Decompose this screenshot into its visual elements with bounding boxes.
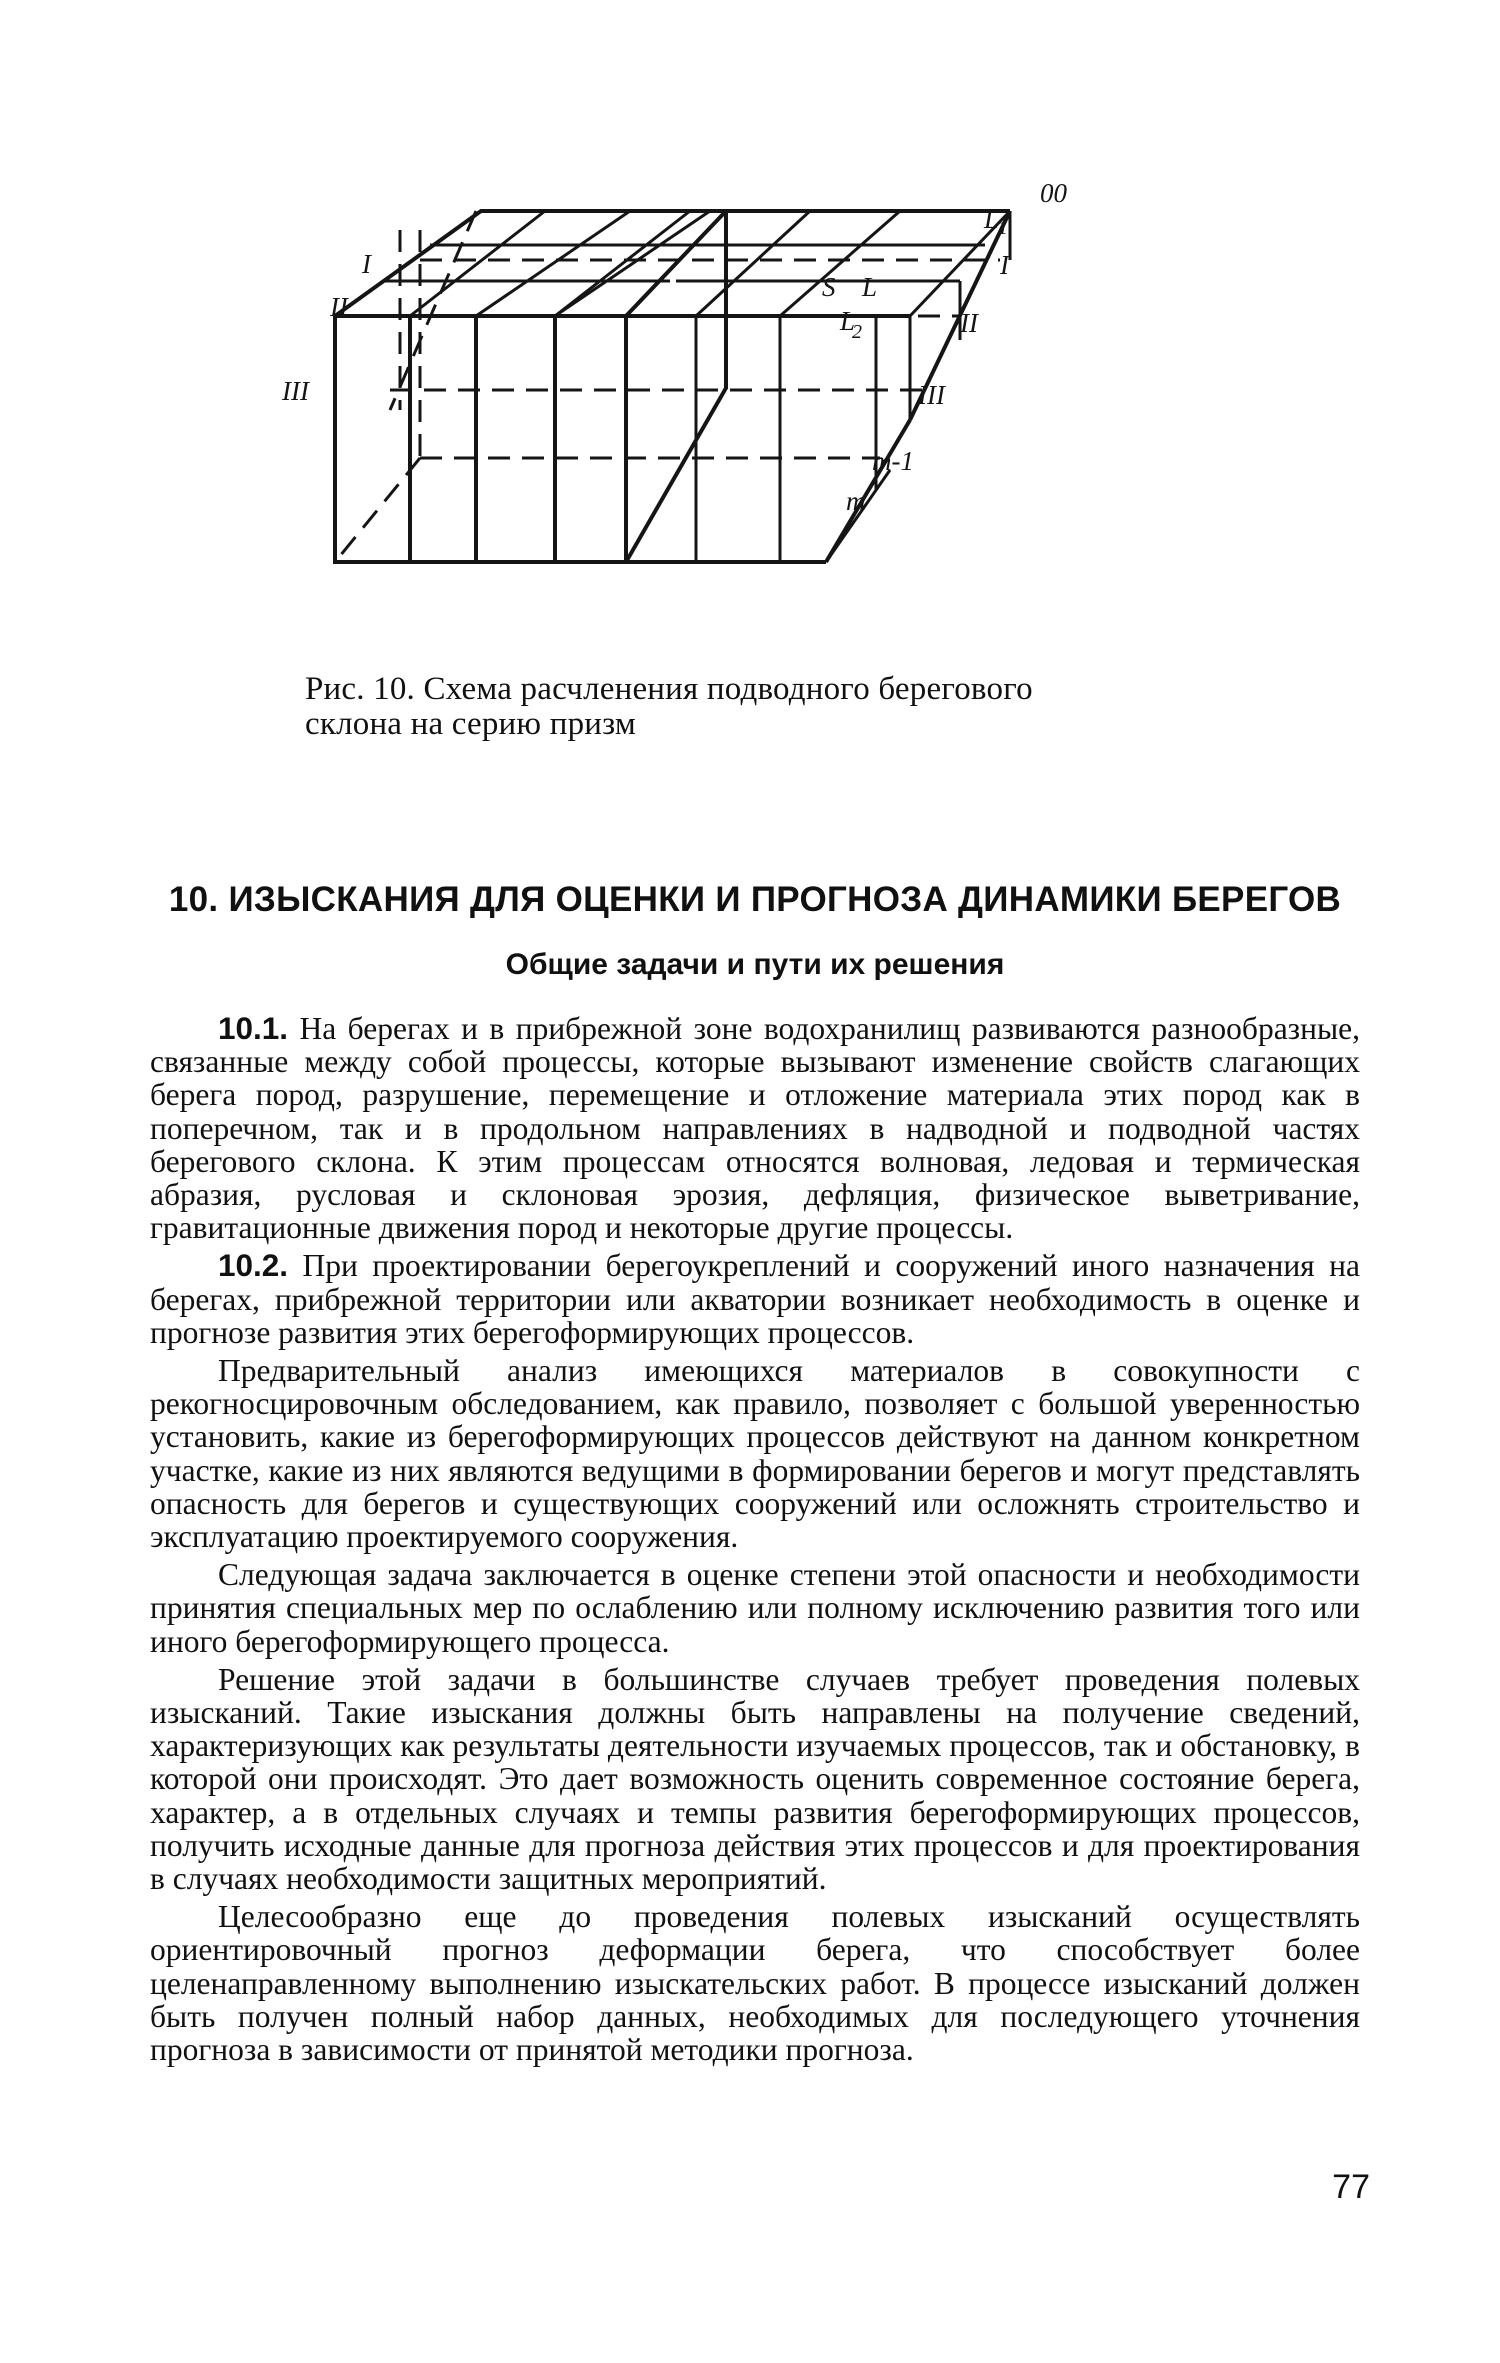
hidden-diagonal	[390, 211, 476, 410]
paragraph	[150, 1354, 1360, 1553]
front-face	[335, 316, 626, 562]
label-oo: 00	[1040, 178, 1067, 208]
subsection-title: Общие задачи и пути их решения	[505, 948, 1005, 981]
prism-scheme-figure	[282, 110, 1200, 630]
paragraph-number: 10.2.	[218, 1247, 289, 1284]
paragraph-text: Следующая задача заключается в оценке степени этой опасности и необходимости принятия специальных мер по ослаблению или полному исключению развития того или иного берегоформирующего процесса.	[150, 1557, 1360, 1659]
label-l1: L	[984, 204, 1000, 234]
section-title: 10. ИЗЫСКАНИЯ ДЛЯ ОЦЕНКИ И ПРОГНОЗА ДИНАМИКИ БЕРЕГОВ	[168, 880, 1342, 919]
label-s: S	[822, 272, 836, 302]
prism-scheme-drawing	[282, 110, 1200, 630]
paragraph-text: Решение этой задачи в большинстве случаев требует проведения полевых изысканий. Такие изыскания должны быть направлены на получение сведений, характеризующих как результаты деятельности изучаемых процессов, так и обстановку, в которой они происходят. Это дает возможность оценить современное состояние берега, характер, а в отдельных случаях и темпы развития берегоформирующих процессов, получить исходные данные для прогноза действия этих процессов и для проектирования в случаях необходимости защитных мероприятий.	[150, 1661, 1360, 1897]
label-ii-right: II	[960, 308, 978, 338]
paragraph-text: Предварительный анализ имеющихся материалов в совокупности с рекогносцировочным обследованием, как правило, позволяет с большой уверенностью установить, какие из берегоформирующих процессов действуют на данном конкретном участке, какие из них являются ведущими в формировании берегов и могут представлять опасность для берегов и существующих сооружений или осложнять строительство и эксплуатацию проектируемого сооружения.	[150, 1353, 1360, 1555]
label-i-left: I	[362, 249, 371, 279]
page-number: 77	[1332, 2168, 1370, 2206]
top-grid-line	[555, 211, 710, 316]
paragraph-text: При проектировании берегоукреплений и сооружений иного назначения на берегах, прибрежной территории или акватории возникает необходимость в оценке и прогнозе развития этих берегоформирующих процессов.	[150, 1248, 1360, 1350]
label-iii-right: III	[918, 380, 945, 410]
top-grid-line	[780, 211, 900, 316]
bottom-edge-right	[826, 470, 890, 562]
label-i-right: I	[1000, 250, 1009, 280]
paragraph-10-1	[150, 1012, 1360, 1244]
top-grid-line	[410, 211, 545, 316]
hidden-edge	[335, 458, 420, 562]
paragraph-text: На берегах и в прибрежной зоне водохранилищ развиваются разнообразные, связанные между собой процессы, которые вызывают изменение свойств слагающих берега пород, разрушение, перемещение и отложение материала этих пород как в поперечном, так и в продольном направлениях в надводной и подводной частях берегового склона. К этим процессам относятся волновая, ледовая и термическая абразия, русловая и склоновая эрозия, дефляция, физическое выветривание, гравитационные движения пород и некоторые другие процессы.	[150, 1011, 1360, 1246]
label-ii-left: II	[330, 292, 348, 322]
label-m: m	[846, 486, 866, 516]
label-l2-sub: 2	[852, 321, 862, 343]
figure-caption: Рис. 10. Схема расчленения подводного берегового склона на серию призм	[305, 671, 1033, 742]
label-l2: L	[840, 306, 856, 336]
label-iii-left: III	[282, 376, 309, 406]
right-slope-edge	[826, 420, 910, 562]
top-grid-line	[555, 211, 690, 316]
paragraph-10-2	[150, 1249, 1360, 1349]
paragraph	[150, 1558, 1360, 1658]
body-text	[150, 1012, 1360, 2071]
label-l: L	[862, 272, 878, 302]
paragraph	[150, 1900, 1360, 2066]
paragraph	[150, 1663, 1360, 1895]
label-m-minus-1: m-1	[872, 446, 914, 476]
paragraph-text: Целесообразно еще до проведения полевых изысканий осуществлять ориентировочный прогноз деформации берега, что способствует более целенаправленному выполнению изыскательских работ. В процессе изысканий должен быть получен полный набор данных, необходимых для последующего уточнения прогноза в зависимости от принятой методики прогноза.	[150, 1899, 1360, 2068]
label-l1-sub: 1	[998, 217, 1008, 239]
top-grid-line	[476, 211, 630, 316]
paragraph-number: 10.1.	[218, 1010, 289, 1046]
